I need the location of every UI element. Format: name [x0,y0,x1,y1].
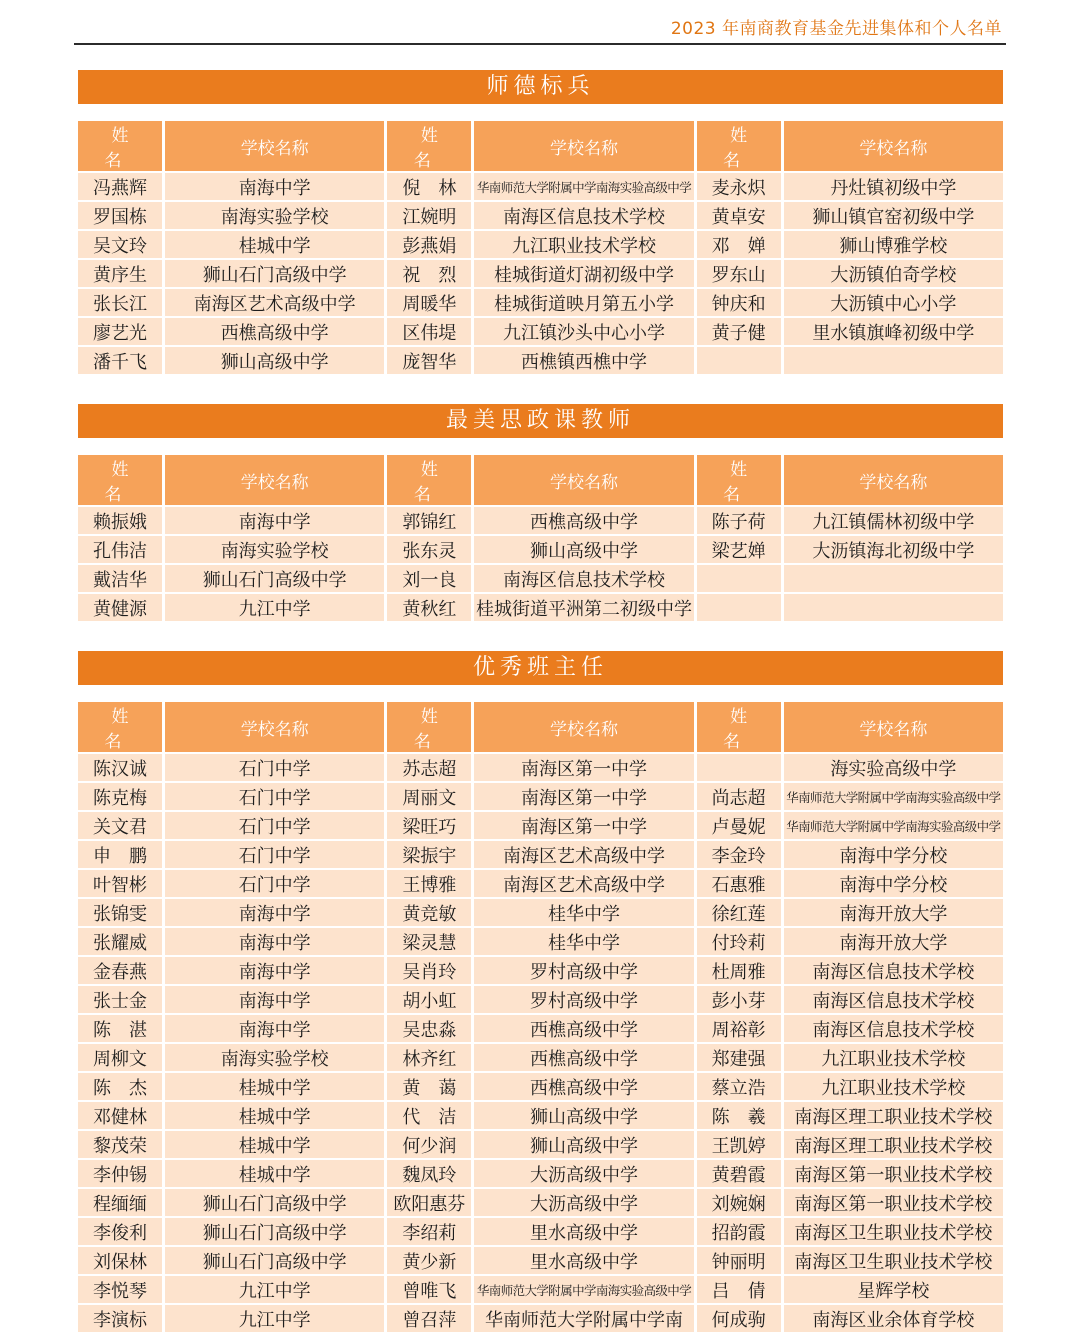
person-name: 代 洁 [387,1102,471,1129]
school-name: 九江中学 [165,594,384,621]
person-name: 孔伟洁 [78,536,162,563]
school-name: 西樵镇西樵中学 [474,347,693,374]
column-header-school: 学校名称 [165,121,384,171]
person-name: 叶智彬 [78,870,162,897]
person-name [697,347,781,374]
school-name: 南海区信息技术学校 [784,986,1003,1013]
person-name: 郭锦红 [387,507,471,534]
person-name: 周暖华 [387,289,471,316]
school-name: 桂城中学 [165,231,384,258]
person-name: 李仲锡 [78,1160,162,1187]
table-row [78,318,1003,345]
school-name: 狮山石门高级中学 [165,565,384,592]
school-name: 西樵高级中学 [474,1044,693,1071]
table-row [78,928,1003,955]
column-header-school: 学校名称 [474,702,693,752]
person-name: 苏志超 [387,754,471,781]
school-name: 九江镇儒林初级中学 [784,507,1003,534]
column-header-name: 姓 名 [387,455,471,505]
section-model-teachers [78,70,1003,376]
person-name: 李金玲 [697,841,781,868]
person-name: 陈 杰 [78,1073,162,1100]
school-name: 九江职业技术学校 [784,1073,1003,1100]
person-name: 陈 羲 [697,1102,781,1129]
person-name: 彭燕娟 [387,231,471,258]
person-name: 蔡立浩 [697,1073,781,1100]
school-name: 南海中学 [165,986,384,1013]
person-name: 申 鹏 [78,841,162,868]
person-name [697,594,781,621]
school-name: 南海区第一职业技术学校 [784,1189,1003,1216]
person-name: 钟丽明 [697,1247,781,1274]
person-name: 王凯婷 [697,1131,781,1158]
school-name: 大沥镇海北初级中学 [784,536,1003,563]
person-name: 黄健源 [78,594,162,621]
school-name: 石门中学 [165,870,384,897]
person-name: 黄卓安 [697,202,781,229]
table-row [78,1160,1003,1187]
school-name: 大沥高级中学 [474,1160,693,1187]
person-name: 关文君 [78,812,162,839]
school-name [784,565,1003,592]
table-row [78,347,1003,374]
table-row [78,812,1003,839]
person-name: 何少润 [387,1131,471,1158]
column-header-name: 姓 名 [387,121,471,171]
header-divider [74,43,1006,45]
column-header-name: 姓 名 [697,702,781,752]
table-row [78,1276,1003,1303]
table-row [78,754,1003,781]
school-name: 桂城街道平洲第二初级中学 [474,594,693,621]
school-name: 丹灶镇初级中学 [784,173,1003,200]
person-name: 庞智华 [387,347,471,374]
school-name: 罗村高级中学 [474,957,693,984]
school-name: 西樵高级中学 [165,318,384,345]
person-name: 梁旺巧 [387,812,471,839]
school-name: 华南师范大学附属中学南海实验高级中学 [784,812,1003,839]
person-name: 刘婉娴 [697,1189,781,1216]
school-name: 石门中学 [165,783,384,810]
table-row [78,173,1003,200]
school-name: 南海区第一中学 [474,783,693,810]
person-name: 欧阳惠芬 [387,1189,471,1216]
person-name: 黄少新 [387,1247,471,1274]
person-name: 陈子荷 [697,507,781,534]
column-header-school: 学校名称 [784,702,1003,752]
school-name: 九江镇沙头中心小学 [474,318,693,345]
person-name: 梁灵慧 [387,928,471,955]
school-name: 狮山高级中学 [474,536,693,563]
person-name: 张锦雯 [78,899,162,926]
table-row [78,1044,1003,1071]
person-name: 罗国栋 [78,202,162,229]
table-row [78,231,1003,258]
person-name: 黎茂荣 [78,1131,162,1158]
person-name: 吴忠淼 [387,1015,471,1042]
person-name: 冯燕辉 [78,173,162,200]
school-name: 里水高级中学 [474,1247,693,1274]
school-name: 南海区信息技术学校 [784,1015,1003,1042]
school-name: 海实验高级中学 [784,754,1003,781]
person-name: 李绍莉 [387,1218,471,1245]
school-name: 南海区卫生职业技术学校 [784,1247,1003,1274]
school-name: 西樵高级中学 [474,1073,693,1100]
person-name: 麦永炽 [697,173,781,200]
school-name: 九江中学 [165,1305,384,1332]
person-name: 尚志超 [697,783,781,810]
school-name: 桂城中学 [165,1073,384,1100]
school-name: 狮山石门高级中学 [165,1247,384,1274]
school-name: 南海中学 [165,899,384,926]
school-name [784,594,1003,621]
person-name: 李俊利 [78,1218,162,1245]
school-name: 南海区信息技术学校 [784,957,1003,984]
person-name: 区伟堤 [387,318,471,345]
table-row [78,1247,1003,1274]
table-row [78,565,1003,592]
school-name: 西樵高级中学 [474,1015,693,1042]
school-name: 华南师范大学附属中学南海实验高级中学 [474,173,693,200]
table-row [78,783,1003,810]
person-name: 王博雅 [387,870,471,897]
person-name: 刘一良 [387,565,471,592]
column-header-school: 学校名称 [474,121,693,171]
table-row [78,1073,1003,1100]
school-name: 九江职业技术学校 [784,1044,1003,1071]
table-row [78,1015,1003,1042]
names-table [75,119,1006,376]
school-name: 华南师范大学附属中学南 [474,1305,693,1332]
school-name: 狮山石门高级中学 [165,1189,384,1216]
school-name: 桂城中学 [165,1102,384,1129]
person-name: 林齐红 [387,1044,471,1071]
names-table [75,700,1006,1334]
school-name: 南海中学分校 [784,870,1003,897]
table-row [78,1189,1003,1216]
person-name: 胡小虹 [387,986,471,1013]
school-name: 南海区理工职业技术学校 [784,1131,1003,1158]
school-name: 华南师范大学附属中学南海实验高级中学 [784,783,1003,810]
school-name: 南海区第一中学 [474,812,693,839]
column-header-name: 姓 名 [387,702,471,752]
school-name: 桂华中学 [474,899,693,926]
school-name: 华南师范大学附属中学南海实验高级中学 [474,1276,693,1303]
school-name: 南海实验学校 [165,202,384,229]
school-name: 南海开放大学 [784,928,1003,955]
column-header-name: 姓 名 [697,455,781,505]
person-name: 张长江 [78,289,162,316]
table-row [78,507,1003,534]
person-name: 江婉明 [387,202,471,229]
school-name: 南海实验学校 [165,536,384,563]
person-name: 钟庆和 [697,289,781,316]
person-name: 陈汉诚 [78,754,162,781]
column-header-name: 姓 名 [78,455,162,505]
table-row [78,594,1003,621]
table-row [78,1131,1003,1158]
person-name: 倪 林 [387,173,471,200]
person-name: 黄秋红 [387,594,471,621]
school-name: 南海开放大学 [784,899,1003,926]
school-name: 桂城中学 [165,1131,384,1158]
school-name: 南海区信息技术学校 [474,202,693,229]
school-name: 西樵高级中学 [474,507,693,534]
person-name: 杜周雅 [697,957,781,984]
table-row [78,841,1003,868]
person-name: 曾唯飞 [387,1276,471,1303]
school-name: 南海中学 [165,1015,384,1042]
section-ideology-teachers [78,404,1003,623]
table-row [78,536,1003,563]
table-row [78,202,1003,229]
person-name: 魏凤玲 [387,1160,471,1187]
school-name: 星辉学校 [784,1276,1003,1303]
document-title: 2023 年南商教育基金先进集体和个人名单 [670,19,1002,39]
person-name: 程缅缅 [78,1189,162,1216]
school-name: 南海区第一职业技术学校 [784,1160,1003,1187]
school-name: 狮山高级中学 [474,1102,693,1129]
school-name: 狮山镇官窑初级中学 [784,202,1003,229]
person-name: 张士金 [78,986,162,1013]
table-row [78,870,1003,897]
person-name: 招韵霞 [697,1218,781,1245]
person-name: 金春燕 [78,957,162,984]
school-name: 南海区信息技术学校 [474,565,693,592]
column-header-school: 学校名称 [784,455,1003,505]
person-name [697,565,781,592]
table-row [78,986,1003,1013]
school-name: 狮山石门高级中学 [165,260,384,287]
school-name: 南海区艺术高级中学 [474,870,693,897]
school-name: 狮山博雅学校 [784,231,1003,258]
person-name: 黄子健 [697,318,781,345]
person-name: 彭小芽 [697,986,781,1013]
school-name: 九江中学 [165,1276,384,1303]
table-row [78,260,1003,287]
school-name: 南海中学 [165,957,384,984]
person-name: 潘千飞 [78,347,162,374]
person-name: 卢曼妮 [697,812,781,839]
school-name: 狮山高级中学 [474,1131,693,1158]
section-head-teachers [78,651,1003,1334]
person-name: 吴肖玲 [387,957,471,984]
person-name: 郑建强 [697,1044,781,1071]
school-name: 桂华中学 [474,928,693,955]
person-name: 何成驹 [697,1305,781,1332]
person-name: 罗东山 [697,260,781,287]
school-name: 石门中学 [165,812,384,839]
person-name: 张耀威 [78,928,162,955]
table-row [78,899,1003,926]
person-name: 石惠雅 [697,870,781,897]
column-header-name: 姓 名 [78,121,162,171]
header-row [78,702,1003,752]
table-row [78,289,1003,316]
person-name: 刘保林 [78,1247,162,1274]
school-name: 里水高级中学 [474,1218,693,1245]
person-name: 黄序生 [78,260,162,287]
school-name: 南海区卫生职业技术学校 [784,1218,1003,1245]
person-name: 曾召萍 [387,1305,471,1332]
section-title: 优秀班主任 [78,651,1003,685]
column-header-name: 姓 名 [697,121,781,171]
school-name: 南海区第一中学 [474,754,693,781]
person-name: 黄碧霞 [697,1160,781,1187]
person-name: 周丽文 [387,783,471,810]
person-name: 吕 倩 [697,1276,781,1303]
person-name: 张东灵 [387,536,471,563]
person-name: 赖振娥 [78,507,162,534]
column-header-school: 学校名称 [165,455,384,505]
table-row [78,1218,1003,1245]
school-name: 九江职业技术学校 [474,231,693,258]
person-name: 梁振宇 [387,841,471,868]
section-title: 师德标兵 [78,70,1003,104]
school-name: 南海中学 [165,928,384,955]
school-name: 大沥高级中学 [474,1189,693,1216]
school-name: 南海中学 [165,507,384,534]
school-name: 桂城中学 [165,1160,384,1187]
person-name: 李演标 [78,1305,162,1332]
school-name: 南海实验学校 [165,1044,384,1071]
school-name: 大沥镇伯奇学校 [784,260,1003,287]
school-name: 里水镇旗峰初级中学 [784,318,1003,345]
column-header-school: 学校名称 [784,121,1003,171]
school-name: 罗村高级中学 [474,986,693,1013]
school-name: 南海区艺术高级中学 [165,289,384,316]
person-name: 付玲莉 [697,928,781,955]
person-name: 周柳文 [78,1044,162,1071]
school-name: 桂城街道灯湖初级中学 [474,260,693,287]
person-name: 陈 湛 [78,1015,162,1042]
school-name: 南海中学 [165,173,384,200]
school-name: 石门中学 [165,754,384,781]
school-name: 大沥镇中心小学 [784,289,1003,316]
table-row [78,1305,1003,1332]
person-name: 黄竞敏 [387,899,471,926]
column-header-school: 学校名称 [165,702,384,752]
names-table [75,453,1006,623]
person-name: 黄 蔼 [387,1073,471,1100]
table-row [78,957,1003,984]
person-name: 陈克梅 [78,783,162,810]
person-name: 徐红莲 [697,899,781,926]
table-row [78,1102,1003,1129]
header-row [78,121,1003,171]
person-name: 邓 婵 [697,231,781,258]
school-name [784,347,1003,374]
school-name: 南海区理工职业技术学校 [784,1102,1003,1129]
school-name: 南海区艺术高级中学 [474,841,693,868]
person-name: 周裕彰 [697,1015,781,1042]
section-title: 最美思政课教师 [78,404,1003,438]
header-row [78,455,1003,505]
person-name [697,754,781,781]
column-header-school: 学校名称 [474,455,693,505]
person-name: 祝 烈 [387,260,471,287]
school-name: 狮山石门高级中学 [165,1218,384,1245]
school-name: 桂城街道映月第五小学 [474,289,693,316]
school-name: 石门中学 [165,841,384,868]
school-name: 南海区业余体育学校 [784,1305,1003,1332]
person-name: 戴洁华 [78,565,162,592]
person-name: 邓健林 [78,1102,162,1129]
person-name: 吴文玲 [78,231,162,258]
person-name: 廖艺光 [78,318,162,345]
school-name: 狮山高级中学 [165,347,384,374]
person-name: 李悦琴 [78,1276,162,1303]
person-name: 梁艺婵 [697,536,781,563]
school-name: 南海中学分校 [784,841,1003,868]
column-header-name: 姓 名 [78,702,162,752]
